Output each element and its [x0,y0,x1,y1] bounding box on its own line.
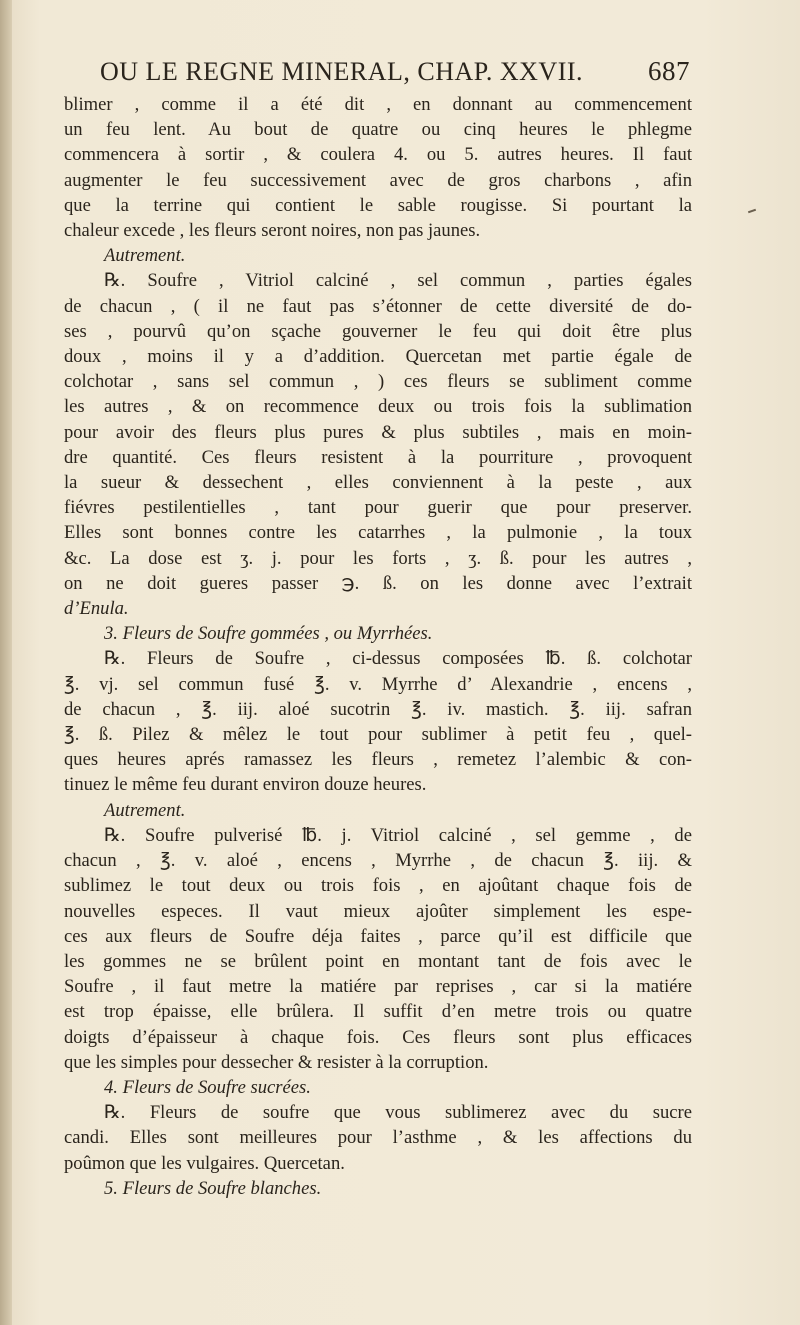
text-line: sublimez le tout deux ou trois fois , en ajoûtant chaque fois de [64,875,692,897]
section-heading-line: Autrement. [104,245,186,267]
section-heading-line: 3. Fleurs de Soufre gommées , ou Myrrhées. [104,623,433,645]
text-line: chaleur excede , les fleurs seront noires, non pas jaunes. [64,220,481,242]
text-line: on ne doit gueres passer ℈. ß. on les donne avec l’extrait [64,572,692,594]
text-line: colchotar , sans sel commun , ) ces fleurs se subliment comme [64,371,692,393]
text-line: candi. Elles sont meilleures pour l’asthme , & les affections du [64,1127,692,1149]
text-line: ses , pourvû qu’on sçache gouverner le feu qui doit être plus [64,320,692,342]
margin-mark [748,209,756,214]
text-line: commencera à sortir , & coulera 4. ou 5. autres heures. Il faut [64,144,692,166]
text-line: ℞. Soufre , Vitriol calciné , sel commun , parties égales [104,270,692,292]
page-number: 687 [648,56,690,86]
text-line: les autres , & on recommence deux ou trois fois la sublimation [64,396,692,418]
text-line: tinuez le même feu durant environ douze heures. [64,774,427,796]
section-heading-line: Autrement. [104,799,186,821]
text-line: ℞. Soufre pulverisé ℔. j. Vitriol calciné , sel gemme , de [104,824,692,846]
section-heading-line: 5. Fleurs de Soufre blanches. [104,1177,322,1199]
text-line: les gommes ne se brûlent point en montant tant de fois avec le [64,950,692,972]
body-text [64,92,692,1201]
text-line: que la terrine qui contient le sable rougisse. Si pourtant la [64,194,692,216]
section-heading-line: d’Enula. [64,598,129,620]
text-line: nouvelles especes. Il vaut mieux ajoûter simplement les espe- [64,900,692,922]
text-line: Soufre , il faut metre la matiére par reprises , car si la matiére [64,976,692,998]
header-title: OU LE REGNE MINERAL, CHAP. XXVII. [100,57,584,86]
text-line: ℞. Fleurs de Soufre , ci-dessus composées ℔. ß. colchotar [104,648,692,670]
text-line: doigts d’épaisseur à chaque fois. Ces fleurs sont plus efficaces [64,1026,692,1048]
running-header [100,56,690,87]
text-line: dre quantité. Ces fleurs resistent à la pourriture , provoquent [64,446,692,468]
text-line: augmenter le feu successivement avec de gros charbons , afin [64,169,692,191]
section-heading-line: 4. Fleurs de Soufre sucrées. [104,1076,311,1098]
text-line: est trop épaisse, elle brûlera. Il suffit d’en metre trois ou quatre [64,1001,692,1023]
text-line: Elles sont bonnes contre les catarrhes , la pulmonie , la toux [64,522,692,544]
text-line: poûmon que les vulgaires. Quercetan. [64,1152,345,1174]
text-line: blimer , comme il a été dit , en donnant au commencement [64,94,692,115]
text-line: que les simples pour dessecher & resister à la corruption. [64,1051,489,1073]
text-line: pour avoir des fleurs plus pures & plus subtiles , mais en moin- [64,421,692,443]
text-line: de chacun , ℥. iij. aloé sucotrin ℥. iv. mastich. ℥. iij. safran [64,698,692,720]
text-line: &c. La dose est ʒ. j. pour les forts , ʒ. ß. pour les autres , [64,547,692,569]
text-line: la sueur & dessechent , elles conviennent à la peste , aux [64,472,692,494]
text-line: un feu lent. Au bout de quatre ou cinq heures le phlegme [64,119,692,141]
text-line: doux , moins il y a d’addition. Quercetan met partie égale de [64,346,692,368]
page-binding-edge [0,0,12,1325]
text-line: ℞. Fleurs de soufre que vous sublimerez avec du sucre [104,1102,692,1124]
text-line: ℥. ß. Pilez & mêlez le tout pour sublimer à petit feu , quel- [64,724,692,746]
text-line: chacun , ℥. v. aloé , encens , Myrrhe , de chacun ℥. iij. & [64,850,692,872]
text-line: ques heures aprés ramassez les fleurs , remetez l’alembic & con- [64,749,692,771]
text-line: ℥. vj. sel commun fusé ℥. v. Myrrhe d’ Alexandrie , encens , [64,673,692,695]
text-line: fiévres pestilentielles , tant pour guerir que pour preserver. [64,497,692,519]
text-line: de chacun , ( il ne faut pas s’étonner de cette diversité de do- [64,295,692,317]
text-line: ces aux fleurs de Soufre déja faites , parce qu’il est difficile que [64,925,692,947]
